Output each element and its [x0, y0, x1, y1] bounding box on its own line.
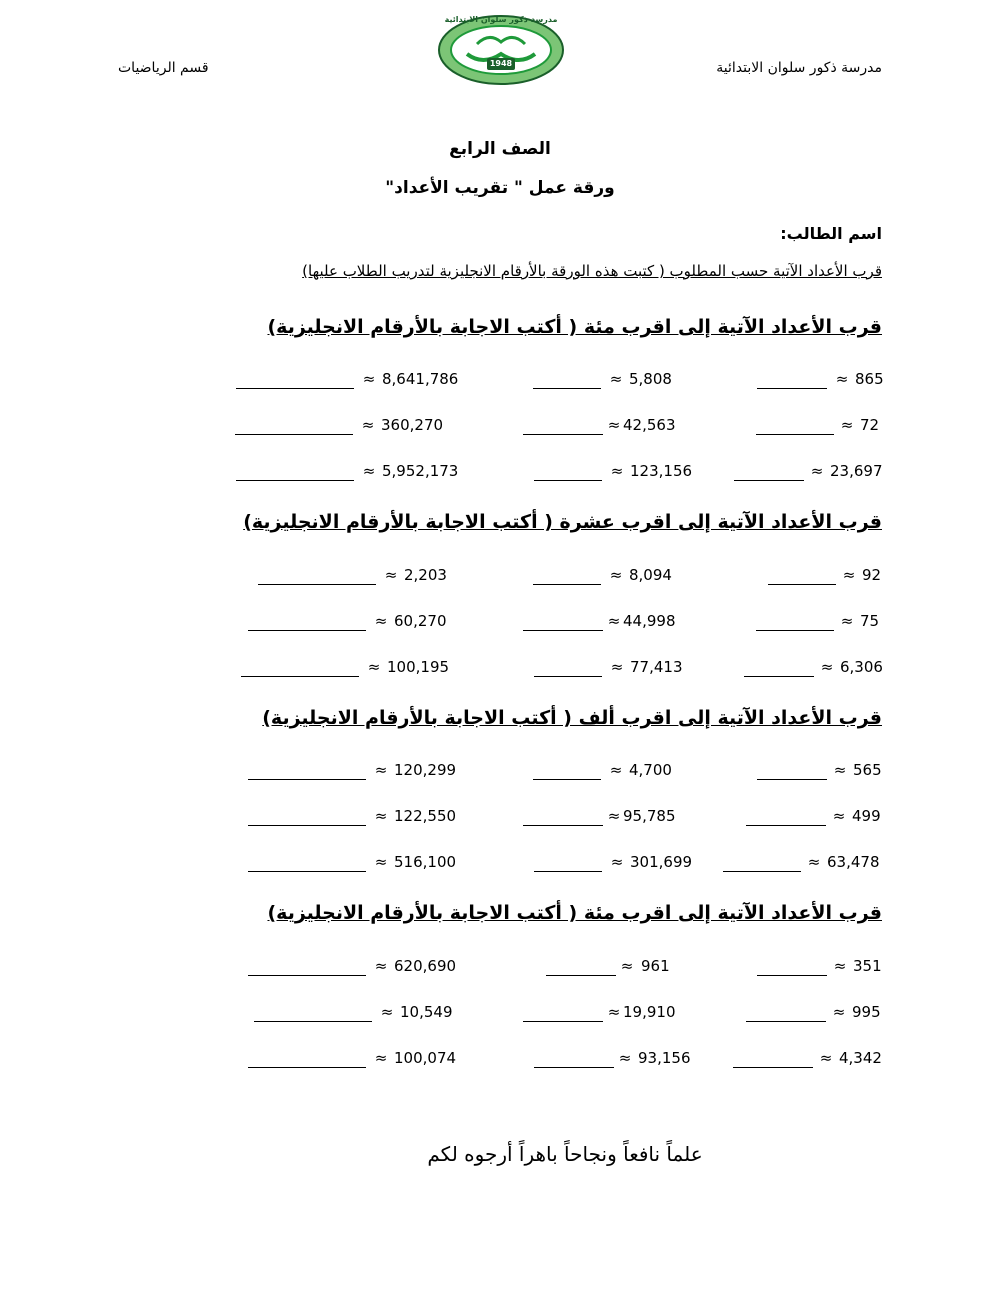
worksheet-title: ورقة عمل " تقريب الأعداد"	[385, 178, 615, 198]
problem	[756, 612, 881, 634]
approx-symbol: ≈	[362, 370, 376, 388]
problem	[523, 416, 683, 438]
problem	[241, 658, 451, 680]
problem	[756, 416, 881, 438]
problem-number: 92	[862, 566, 882, 584]
answer-blank[interactable]	[546, 975, 616, 976]
answer-blank[interactable]	[235, 434, 353, 435]
approx-symbol: ≈	[367, 658, 381, 676]
problem	[258, 566, 448, 588]
answer-blank[interactable]	[258, 584, 376, 585]
approx-symbol: ≈	[374, 1049, 388, 1067]
approx-symbol: ≈	[607, 807, 621, 825]
approx-symbol: ≈	[840, 416, 854, 434]
grade-title: الصف الرابع	[449, 139, 551, 159]
approx-symbol: ≈	[610, 658, 624, 676]
answer-blank[interactable]	[733, 1067, 813, 1068]
answer-blank[interactable]	[723, 871, 801, 872]
problem	[248, 1049, 458, 1071]
answer-blank[interactable]	[523, 1021, 603, 1022]
problem	[248, 957, 458, 979]
approx-symbol: ≈	[609, 761, 623, 779]
answer-blank[interactable]	[236, 480, 354, 481]
problem-number: 620,690	[394, 957, 457, 975]
student-name-label: اسم الطالب:	[780, 224, 882, 243]
approx-symbol: ≈	[374, 761, 388, 779]
problem	[546, 957, 676, 979]
answer-blank[interactable]	[757, 779, 827, 780]
problem	[534, 462, 694, 484]
problem-number: 360,270	[381, 416, 444, 434]
problem	[248, 612, 448, 634]
approx-symbol: ≈	[374, 853, 388, 871]
problem-number: 8,094	[629, 566, 672, 584]
problem-number: 42,563	[623, 416, 676, 434]
answer-blank[interactable]	[746, 1021, 826, 1022]
answer-blank[interactable]	[248, 825, 366, 826]
problem	[746, 807, 882, 829]
approx-symbol: ≈	[374, 807, 388, 825]
answer-blank[interactable]	[248, 1067, 366, 1068]
section-1-title: قرب الأعداد الآتية إلى اقرب مئة ( أكتب الاجابة بالأرقام الانجليزية)	[267, 316, 882, 338]
problem-number: 565	[853, 761, 882, 779]
problem	[533, 370, 673, 392]
approx-symbol: ≈	[610, 462, 624, 480]
problem	[523, 1003, 683, 1025]
section-4-title: قرب الأعداد الآتية إلى اقرب مئة ( أكتب الاجابة بالأرقام الانجليزية)	[267, 902, 882, 924]
problem	[723, 853, 883, 875]
answer-blank[interactable]	[248, 871, 366, 872]
answer-blank[interactable]	[534, 871, 602, 872]
answer-blank[interactable]	[523, 825, 603, 826]
answer-blank[interactable]	[533, 584, 601, 585]
answer-blank[interactable]	[533, 779, 601, 780]
problem-number: 499	[852, 807, 881, 825]
problem	[734, 462, 884, 484]
problem	[768, 566, 882, 588]
problem-number: 23,697	[830, 462, 883, 480]
problem	[744, 658, 884, 680]
approx-symbol: ≈	[618, 1049, 632, 1067]
problem	[757, 370, 882, 392]
school-logo-emblem	[437, 14, 565, 86]
answer-blank[interactable]	[757, 975, 827, 976]
answer-blank[interactable]	[757, 388, 827, 389]
approx-symbol: ≈	[607, 1003, 621, 1021]
problem-number: 72	[860, 416, 880, 434]
problem-number: 10,549	[400, 1003, 453, 1021]
problem-number: 100,074	[394, 1049, 457, 1067]
problem-number: 120,299	[394, 761, 457, 779]
problem	[254, 1003, 454, 1025]
answer-blank[interactable]	[756, 630, 834, 631]
general-instruction: قرب الأعداد الآتية حسب المطلوب ( كتبت هذه الورقة بالأرقام الانجليزية لتدريب الطلاب عليها)	[302, 262, 882, 280]
approx-symbol: ≈	[380, 1003, 394, 1021]
answer-blank[interactable]	[756, 434, 834, 435]
approx-symbol: ≈	[609, 566, 623, 584]
problem-number: 100,195	[387, 658, 450, 676]
problem-number: 865	[855, 370, 884, 388]
approx-symbol: ≈	[610, 853, 624, 871]
problem	[733, 1049, 883, 1071]
problem	[533, 566, 673, 588]
problem	[236, 370, 459, 392]
problem-number: 63,478	[827, 853, 880, 871]
problem	[757, 761, 882, 783]
problem	[534, 853, 694, 875]
answer-blank[interactable]	[768, 584, 836, 585]
problem-number: 2,203	[404, 566, 447, 584]
problem	[534, 658, 684, 680]
problem	[235, 416, 445, 438]
approx-symbol: ≈	[607, 612, 621, 630]
section-2-title: قرب الأعداد الآتية إلى اقرب عشرة ( أكتب الاجابة بالأرقام الانجليزية)	[243, 511, 882, 533]
problem-number: 351	[853, 957, 882, 975]
problem-number: 77,413	[630, 658, 683, 676]
problem	[757, 957, 882, 979]
problem-number: 44,998	[623, 612, 676, 630]
problem	[248, 807, 458, 829]
answer-blank[interactable]	[534, 480, 602, 481]
answer-blank[interactable]	[533, 388, 601, 389]
approx-symbol: ≈	[832, 807, 846, 825]
approx-symbol: ≈	[362, 462, 376, 480]
answer-blank[interactable]	[534, 1067, 614, 1068]
answer-blank[interactable]	[534, 676, 602, 677]
approx-symbol: ≈	[820, 658, 834, 676]
problem-number: 301,699	[630, 853, 693, 871]
approx-symbol: ≈	[832, 1003, 846, 1021]
answer-blank[interactable]	[744, 676, 814, 677]
approx-symbol: ≈	[810, 462, 824, 480]
approx-symbol: ≈	[374, 612, 388, 630]
problem-number: 123,156	[630, 462, 693, 480]
problem-number: 6,306	[840, 658, 883, 676]
answer-blank[interactable]	[248, 779, 366, 780]
problem	[533, 761, 673, 783]
school-logo	[437, 14, 565, 86]
problem-number: 122,550	[394, 807, 457, 825]
approx-symbol: ≈	[361, 416, 375, 434]
problem	[236, 462, 459, 484]
approx-symbol: ≈	[609, 370, 623, 388]
answer-blank[interactable]	[746, 825, 826, 826]
approx-symbol: ≈	[807, 853, 821, 871]
problem	[534, 1049, 694, 1071]
problem	[523, 807, 683, 829]
problem	[523, 612, 683, 634]
approx-symbol: ≈	[374, 957, 388, 975]
problem-number: 961	[641, 957, 670, 975]
closing-message: علماً نافعاً ونجاحاً باهراً أرجوه لكم	[427, 1142, 703, 1166]
answer-blank[interactable]	[734, 480, 804, 481]
section-3-title: قرب الأعداد الآتية إلى اقرب ألف ( أكتب الاجابة بالأرقام الانجليزية)	[262, 707, 882, 729]
problem-number: 995	[852, 1003, 881, 1021]
answer-blank[interactable]	[254, 1021, 372, 1022]
problem-number: 60,270	[394, 612, 447, 630]
problem-number: 4,342	[839, 1049, 882, 1067]
approx-symbol: ≈	[840, 612, 854, 630]
approx-symbol: ≈	[842, 566, 856, 584]
school-name: مدرسة ذكور سلوان الابتدائية	[716, 60, 882, 76]
problem-number: 4,700	[629, 761, 672, 779]
answer-blank[interactable]	[523, 630, 603, 631]
approx-symbol: ≈	[833, 761, 847, 779]
approx-symbol: ≈	[819, 1049, 833, 1067]
logo-ring-text: مدرسة ذكور سلوان الابتدائية	[444, 15, 558, 24]
approx-symbol: ≈	[835, 370, 849, 388]
answer-blank[interactable]	[248, 630, 366, 631]
problem-number: 5,952,173	[382, 462, 459, 480]
problem-number: 19,910	[623, 1003, 676, 1021]
problem-number: 8,641,786	[382, 370, 459, 388]
problem	[746, 1003, 882, 1025]
approx-symbol: ≈	[384, 566, 398, 584]
logo-year: 1948	[489, 59, 513, 68]
problem-number: 5,808	[629, 370, 672, 388]
answer-blank[interactable]	[241, 676, 359, 677]
problem-number: 75	[860, 612, 880, 630]
problem-number: 93,156	[638, 1049, 691, 1067]
department-name: قسم الرياضيات	[118, 60, 209, 76]
problem	[248, 853, 458, 875]
problem	[248, 761, 457, 783]
answer-blank[interactable]	[523, 434, 603, 435]
answer-blank[interactable]	[248, 975, 366, 976]
approx-symbol: ≈	[607, 416, 621, 434]
problem-number: 95,785	[623, 807, 676, 825]
answer-blank[interactable]	[236, 388, 354, 389]
problem-number: 516,100	[394, 853, 457, 871]
approx-symbol: ≈	[833, 957, 847, 975]
approx-symbol: ≈	[620, 957, 634, 975]
